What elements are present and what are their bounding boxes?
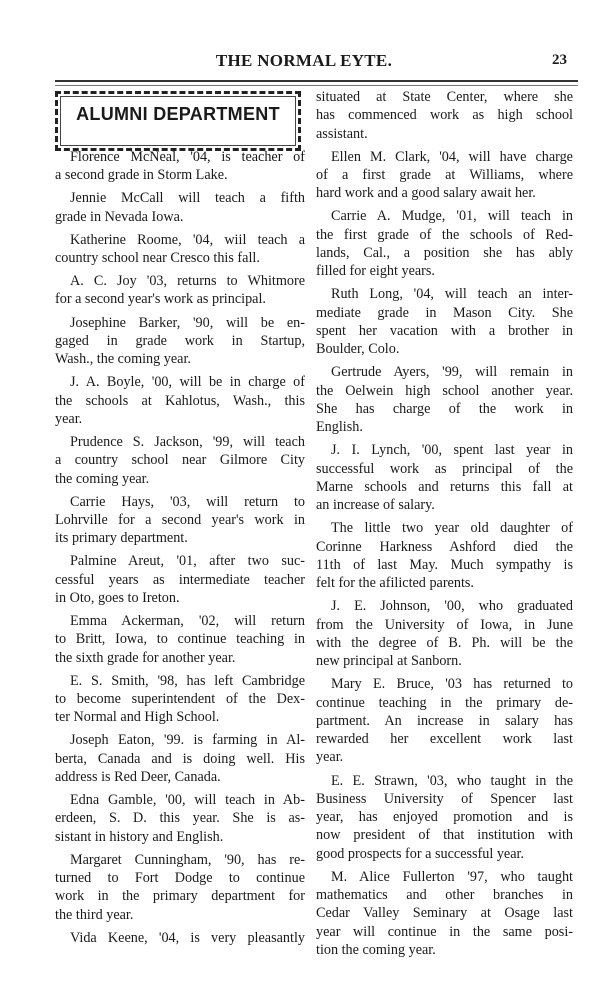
alumni-note xyxy=(316,772,573,863)
text-line: erdeen, S. D. this year. She is as- xyxy=(55,810,305,827)
text-line: continue teaching in the primary de- xyxy=(316,694,573,711)
text-line: to become superintendent of the Dex- xyxy=(55,690,305,707)
text-line: the third year. xyxy=(55,906,134,923)
text-line: the coming year. xyxy=(55,470,150,487)
text-line: Palmine Areut, '01, after two suc- xyxy=(70,553,305,570)
text-line: to Britt, Iowa, to continue teaching in xyxy=(55,631,305,648)
alumni-note xyxy=(55,148,305,185)
text-line: M. Alice Fullerton '97, who taught xyxy=(331,868,573,885)
text-line: the first grade of the schools of Red- xyxy=(316,226,573,243)
header-rule xyxy=(55,80,578,86)
text-line: Josephine Barker, '90, will be en- xyxy=(70,314,305,331)
alumni-note xyxy=(55,272,305,309)
text-line: country school near Cresco this fall. xyxy=(55,250,260,267)
text-line: sistant in history and English. xyxy=(55,828,224,845)
text-line: an increase of salary. xyxy=(316,497,435,514)
text-line: Corinne Harkness Ashford died the xyxy=(316,538,573,555)
text-line: mathematics and other branches in xyxy=(316,887,573,904)
text-line: E. E. Strawn, '03, who taught in the xyxy=(331,772,573,789)
text-line: Vida Keene, '04, is very pleasantly xyxy=(70,929,305,946)
alumni-note xyxy=(316,148,573,203)
text-line: year, has enjoyed promotion and is xyxy=(316,809,573,826)
alumni-note xyxy=(316,519,573,592)
text-line: The little two year old daughter of xyxy=(331,520,573,537)
text-line: She has charge of the work in xyxy=(316,400,573,417)
text-line: work in the primary department for xyxy=(55,888,305,905)
alumni-note xyxy=(55,433,305,488)
alumni-note xyxy=(55,851,305,924)
alumni-note xyxy=(316,675,573,766)
right-column xyxy=(316,88,573,964)
text-line: Gertrude Ayers, '99, will remain in xyxy=(331,364,573,381)
text-line: Boulder, Colo. xyxy=(316,341,400,358)
text-line: with the degree of B. Ph. will be the xyxy=(316,634,573,651)
text-line: Business University of Spencer last xyxy=(316,790,573,807)
text-line: partment. An increase in salary has xyxy=(316,712,573,729)
text-line: Margaret Cunningham, '90, has re- xyxy=(70,851,305,868)
text-line: Joseph Eaton, '99. is farming in Al- xyxy=(70,732,305,749)
text-line: felt for the afilicted parents. xyxy=(316,575,474,592)
text-line: a second grade in Storm Lake. xyxy=(55,167,228,184)
text-line: tion the coming year. xyxy=(316,942,436,959)
text-line: the Oelwein high school another year. xyxy=(316,382,573,399)
text-line: cessful years as intermediate teacher xyxy=(55,571,305,588)
text-line: Wash., the coming year. xyxy=(55,351,191,368)
text-line: of a first grade at Williams, where xyxy=(316,166,573,183)
text-line: year will continue in the same posi- xyxy=(316,923,573,940)
text-line: grade in Nevada Iowa. xyxy=(55,208,184,225)
text-line: Edna Gamble, '00, will teach in Ab- xyxy=(70,792,305,809)
alumni-note xyxy=(316,441,573,514)
text-line: 11th of last May. Much sympathy is xyxy=(316,556,573,573)
text-line: good prospects for a successful year. xyxy=(316,845,525,862)
text-line: Lohrville for a second year's work in xyxy=(55,511,305,528)
text-line: in Oto, goes to Ireton. xyxy=(55,589,180,606)
text-line: Mary E. Bruce, '03 has returned to xyxy=(331,676,573,693)
alumni-note xyxy=(316,285,573,358)
text-line: new principal at Sanborn. xyxy=(316,653,462,670)
alumni-note xyxy=(316,597,573,670)
alumni-note xyxy=(55,231,305,268)
page-number: 23 xyxy=(552,52,567,68)
text-line: Cedar Valley Seminary at Osage last xyxy=(316,905,573,922)
alumni-note xyxy=(316,207,573,280)
text-line: J. I. Lynch, '00, spent last year in xyxy=(331,442,573,459)
text-line: Florence McNeal, '04, is teacher of xyxy=(70,149,305,165)
text-line: lands, Cal., a position she has ably xyxy=(316,244,573,261)
text-line: Marne schools and returns this fall at xyxy=(316,478,573,495)
alumni-note xyxy=(55,612,305,667)
text-line: now president of that institution with xyxy=(316,827,573,844)
text-line: rewarded her excellent work last xyxy=(316,731,573,748)
text-line: its primary department. xyxy=(55,530,188,547)
text-line: from the University of Iowa, in June xyxy=(316,616,573,633)
text-line: J. E. Johnson, '00, who graduated xyxy=(331,598,573,615)
text-line: year. xyxy=(316,749,344,766)
text-line: ter Normal and High School. xyxy=(55,709,220,726)
text-line: the sixth grade for another year. xyxy=(55,649,236,666)
section-title: ALUMNI DEPARTMENT xyxy=(76,104,280,124)
text-line: mediate grade in Mason City. She xyxy=(316,304,573,321)
text-line: the schools at Kahlotus, Wash., this xyxy=(55,392,305,409)
alumni-note xyxy=(316,363,573,436)
text-line: situated at State Center, where she xyxy=(316,89,573,105)
text-line: Carrie Hays, '03, will return to xyxy=(70,493,305,510)
text-line: hard work and a good salary await her. xyxy=(316,185,536,202)
alumni-note xyxy=(316,868,573,959)
text-line: A. C. Joy '03, returns to Whitmore xyxy=(70,273,305,290)
text-line: gaged in grade work in Startup, xyxy=(55,332,305,349)
text-line: for a second year's work as principal. xyxy=(55,291,266,308)
text-line: turned to Fort Dodge to continue xyxy=(55,870,305,887)
journal-title: THE NORMAL EYTE. xyxy=(215,51,393,70)
text-line: year. xyxy=(55,410,83,427)
text-line: Ruth Long, '04, will teach an inter- xyxy=(331,286,573,303)
text-line: Carrie A. Mudge, '01, will teach in xyxy=(331,208,573,225)
alumni-note xyxy=(55,189,305,226)
text-line: J. A. Boyle, '00, will be in charge of xyxy=(70,374,305,391)
left-column xyxy=(55,148,305,952)
text-line: Jennie McCall will teach a fifth xyxy=(70,190,305,207)
text-line: Emma Ackerman, '02, will return xyxy=(70,613,305,629)
text-line: address is Red Deer, Canada. xyxy=(55,768,221,785)
alumni-note xyxy=(316,88,573,143)
alumni-note xyxy=(55,791,305,846)
text-line: English. xyxy=(316,419,363,436)
alumni-note xyxy=(55,314,305,369)
alumni-note xyxy=(55,929,305,947)
text-line: a country school near Gilmore City xyxy=(55,452,305,469)
alumni-note xyxy=(55,493,305,548)
alumni-note xyxy=(55,731,305,786)
alumni-note xyxy=(55,552,305,607)
text-line: assistant. xyxy=(316,125,368,142)
text-line: Prudence S. Jackson, '99, will teach xyxy=(70,433,305,450)
text-line: has commenced work as high school xyxy=(316,107,573,124)
text-line: successful work as principal of the xyxy=(316,460,573,477)
alumni-note xyxy=(55,373,305,428)
text-line: berta, Canada and is doing well. His xyxy=(55,750,305,767)
text-line: spent her vacation with a brother in xyxy=(316,322,573,339)
text-line: E. S. Smith, '98, has left Cambridge xyxy=(70,672,305,689)
text-line: filled for eight years. xyxy=(316,263,435,280)
text-line: Ellen M. Clark, '04, will have charge xyxy=(331,148,573,165)
alumni-note xyxy=(55,672,305,727)
text-line: Katherine Roome, '04, wiil teach a xyxy=(70,231,305,248)
